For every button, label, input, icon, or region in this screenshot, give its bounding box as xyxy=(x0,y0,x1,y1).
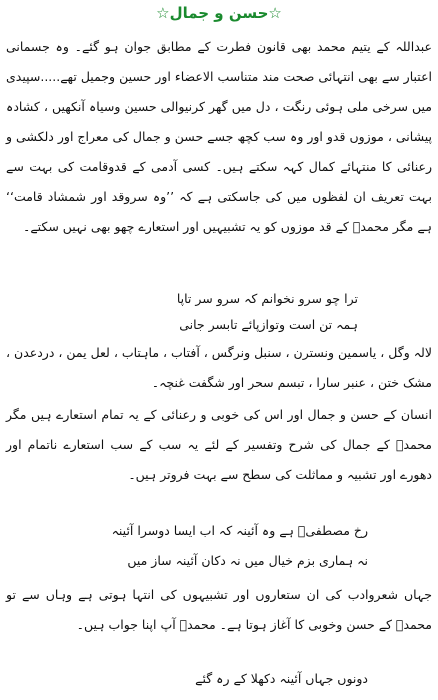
paragraph-comparison: انسان کے حسن و جمال اور اس کی خوبی و رعنائی کے یہ تمام استعارے ہیں مگر محمدؐ کے جمال کی شرح وتفسیر کے لئے یہ سب کے سب استعارے ناتمام اور دھورے اور تشبیہ و مماثلت کی سطح سے بہت فروتر ہیں۔ xyxy=(6,407,432,482)
urdu-verse-line-1: رخ مصطفیؐ ہے وہ آئینہ کہ اب ایسا دوسرا آئینہ xyxy=(111,523,368,538)
persian-verse-line-1: ترا چو سرو نخوانم کہ سرو سر تاپا xyxy=(176,291,358,306)
urdu-verse-line-2: نہ ہماری بزم خیال میں نہ دکان آئینہ ساز میں xyxy=(127,553,368,568)
persian-verse-line-2: ہمہ تن است وتوازپائے تابسر جانی xyxy=(179,317,358,332)
paragraph-intro: عبداللہ کے یتیم محمد بھی قانون فطرت کے مطابق جوان ہو گئے۔ وہ جسمانی اعتبار سے بھی انتہائی صحت مند متناسب الاعضاء اور حسین وجمیل تھے.....سپیدی میں سرخی ملی ہوئی رنگت ، دل میں گھر کرنیوالی حسین وسیاہ آنکھیں ، کشادہ پیشانی ، موزوں قدو اور وہ سب کچھ جسے حسن و جمال کی معراج اور دلکشی و رعنائی کا منتہائے کمال کہہ سکتے ہیں۔ کسی آدمی کے قدوقامت کی بہت سے بہت تعریف ان لفظوں میں کی جاسکتی ہے کہ ’’وہ سروقد اور شمشاد قامت‘‘ ہے مگر محمدؐ کے قد موزوں کو یہ تشبیہیں اور استعارے چھو بھی نہیں سکتے۔ xyxy=(6,39,432,234)
article-title: ☆حسن و جمال☆ xyxy=(156,4,282,22)
paragraph-metaphors: لالہ وگل ، یاسمین ونسترن ، سنبل ونرگس ، آفتاب ، ماہتاب ، لعل یمن ، دردعدن ، مشک ختن ، عنبر سارا ، تبسم سحر اور شگفت غنچہ۔ xyxy=(6,345,432,390)
paragraph-conclusion: جہاں شعروادب کی ان ستعاروں اور تشبیہوں کی انتہا ہوتی ہے وہاں سے تو محمدؐ کے حسن وخوبی کا آغاز ہوتا ہے۔ محمدؐ آپ اپنا جواب ہیں۔ xyxy=(6,587,432,632)
urdu-verse-final: دونوں جہاں آئینہ دکھلا کے رہ گئے xyxy=(195,671,368,686)
